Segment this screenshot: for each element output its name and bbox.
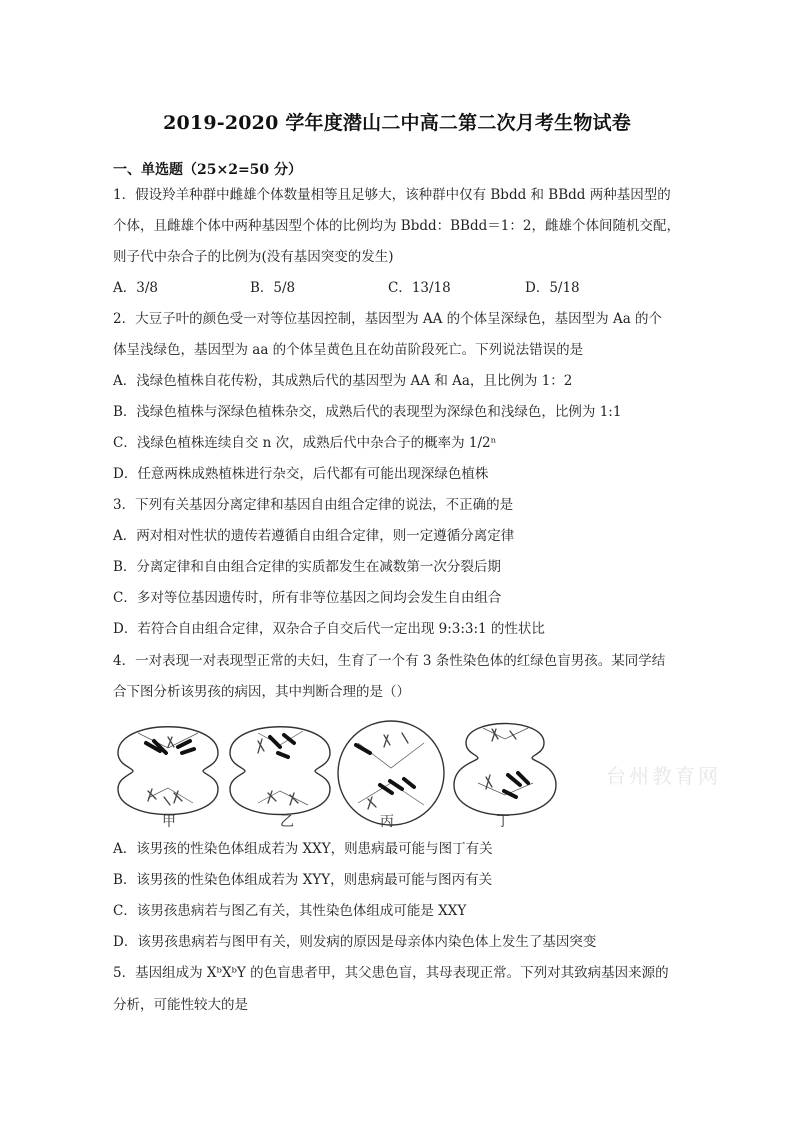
q3-line1: 3．下列有关基因分离定律和基因自由组合定律的说法，不正确的是 [113,497,514,513]
q2-option-d: D．任意两株成熟植株进行杂交，后代都有可能出现深绿色植株 [113,466,489,482]
cell-yi-outline [230,727,330,815]
figure-label-yi: 乙 [280,814,294,830]
q2-option-a: A．浅绿色植株自花传粉，其成熟后代的基因型为 AA 和 Aa，且比例为 1：2 [113,373,573,389]
page-title: 2019-2020 学年度潜山二中高二第二次月考生物试卷 [163,112,631,134]
q2-option-c: C．浅绿色植株连续自交 n 次，成熟后代中杂合子的概率为 1/2ⁿ [113,435,497,451]
q4-option-d: D．该男孩患病若与图甲有关，则发病的原因是母亲体内染色体上发生了基因突变 [113,934,597,950]
q4-option-c: C．该男孩患病若与图乙有关，其性染色体组成可能是 XXY [113,903,467,919]
cell-ding-outline [454,724,556,816]
watermark: 台州教育网 [606,764,721,788]
q2-line2: 体呈浅绿色，基因型为 aa 的个体呈黄色且在幼苗阶段死亡。下列说法错误的是 [113,342,584,358]
q1-line2: 个体，且雌雄个体中两种基因型个体的比例均为 Bbdd：BBdd＝1：2，雌雄个体间随机交配， [113,218,680,234]
q4-line2: 合下图分析该男孩的病因，其中判断合理的是（） [113,684,410,700]
cell-bing-outline [338,721,444,825]
q4-option-b: B．该男孩的性染色体组成若为 XYY，则患病最可能与图丙有关 [113,872,493,888]
q3-option-a: A．两对相对性状的遗传若遵循自由组合定律，则一定遵循分离定律 [113,528,515,544]
q1-line3: 则子代中杂合子的比例为(没有基因突变的发生) [113,249,394,265]
q1-option-a: A．3/8 [113,280,158,296]
q3-option-c: C．多对等位基因遗传时，所有非等位基因之间均会发生自由组合 [113,590,502,606]
q2-option-b: B．浅绿色植株与深绿色植株杂交，成熟后代的表现型为深绿色和浅绿色，比例为 1:1 [113,404,622,420]
figure-label-ding: 丁 [496,814,510,830]
q4-line1: 4．一对表现一对表现型正常的夫妇，生育了一个有 3 条性染色体的红绿色盲男孩。某同学结 [113,653,666,669]
q1-option-d: D．5/18 [525,280,580,296]
q5-line1: 5．基因组成为 XᵇXᵇY 的色盲患者甲，其父患色盲，其母表现正常。下列对其致病基因来源的 [113,965,669,981]
section-heading: 一、单选题（25×2=50 分） [113,162,303,178]
figure-label-jia: 甲 [162,814,176,830]
q1-option-b: B．5/8 [250,280,296,296]
figure-label-bing: 丙 [380,814,394,830]
q1-line1: 1．假设羚羊种群中雌雄个体数量相等且足够大，该种群中仅有 Bbdd 和 BBdd 两种基因型的 [113,187,671,203]
q5-line2: 分析，可能性较大的是 [113,997,248,1013]
q1-option-c: C．13/18 [388,280,451,296]
q3-option-d: D．若符合自由组合定律，双杂合子自交后代一定出现 9:3:3:1 的性状比 [113,621,545,637]
q4-option-a: A．该男孩的性染色体组成若为 XXY，则患病最可能与图丁有关 [113,841,493,857]
q3-option-b: B．分离定律和自由组合定律的实质都发生在减数第一次分裂后期 [113,559,501,575]
q2-line1: 2．大豆子叶的颜色受一对等位基因控制，基因型为 AA 的个体呈深绿色，基因型为 Aa 的个 [113,311,663,327]
